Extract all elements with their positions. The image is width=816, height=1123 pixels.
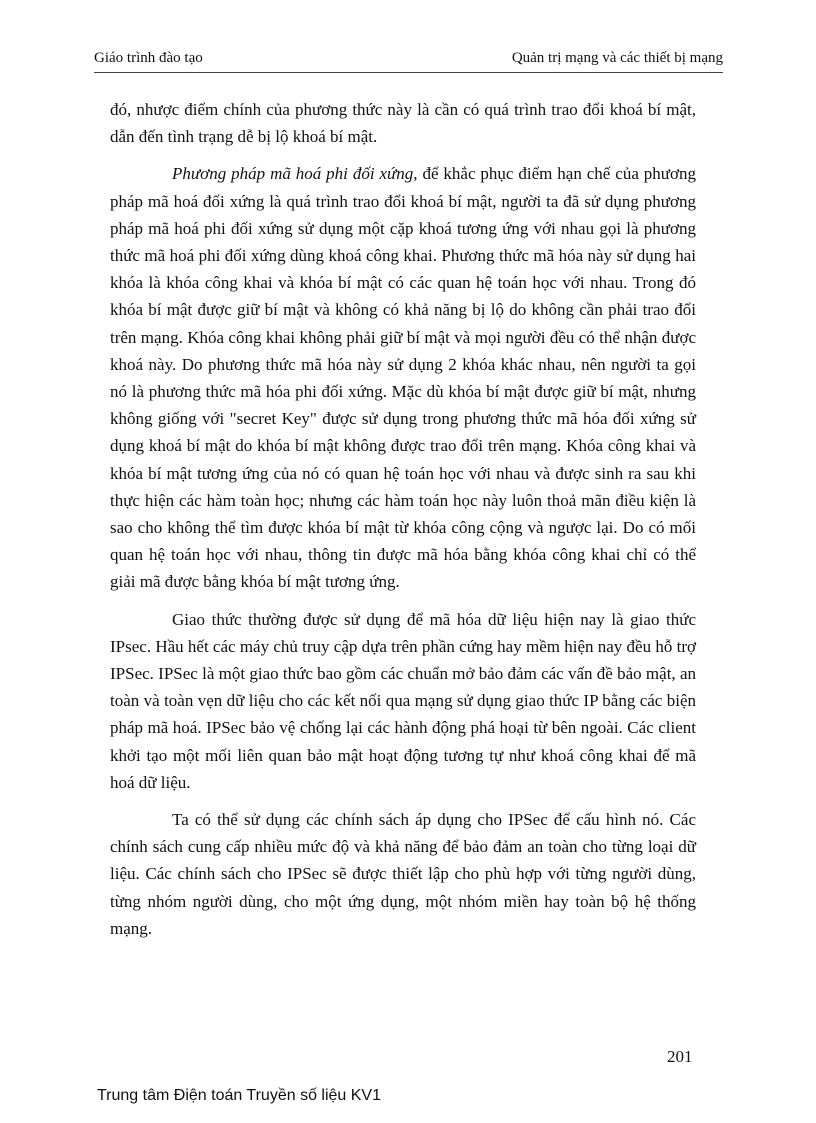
header-right-title: Quản trị mạng và các thiết bị mạng [511, 50, 723, 66]
paragraph-3: Giao thức thường được sử dụng để mã hóa dữ liệu hiện nay là giao thức IPsec. Hầu hết các máy chủ truy cập dựa trên phần cứng hay mềm hiện nay đều hỗ trợ IPSec. IPSec là một giao thức bao gồm các chuẩn mở bảo đảm các vấn đề bảo mật, an toàn và toàn vẹn dữ liệu cho các kết nối qua mạng sử dụng giao thức IP bằng các biện pháp mã hoá. IPSec bảo vệ chống lại các hành động phá hoại từ bên ngoài. Các client khởi tạo một mối liên quan bảo mật hoạt động tương tự như khoá công khai để mã hoá dữ liệu. [110, 609, 696, 792]
body-text [110, 96, 696, 952]
header-divider [94, 72, 723, 73]
page-number: 201 [667, 1047, 693, 1066]
paragraph-2-text: để khắc phục điểm hạn chế của phương pháp mã hoá đối xứng là quá trình trao đổi khoá bí mật, người ta đã sử dụng phương pháp mã hoá phi đối xứng sử dụng một cặp khoá tương ứng với nhau gọi là phương thức mã hoá phi đối xứng dùng khoá công khai. Phương thức mã hóa này sử dụng hai khóa là khóa công khai và khóa bí mật có các quan hệ toán học với nhau. Trong đó khóa bí mật được giữ bí mật và không có khả năng bị lộ do không cần phải trao đổi trên mạng. Khóa công khai không phải giữ bí mật và mọi người đều có thể nhận được khoá này. Do phương thức mã hóa này sử dụng 2 khóa khác nhau, nên người ta gọi nó là phương thức mã hóa phi đối xứng. Mặc dù khóa bí mật được giữ bí mật, nhưng không giống với "secret Key" được sử dụng trong phương thức mã hóa đối xứng sử dụng khoá bí mật do khóa bí mật không được trao đổi trên mạng. Khóa công khai và khóa bí mật tương ứng của nó có quan hệ toán học với nhau và được sinh ra sau khi thực hiện các hàm toàn học; nhưng các hàm toán học này luôn thoả mãn điều kiện là sao cho không thể tìm được khóa bí mật từ khóa công cộng và ngược lại. Do có mối quan hệ toán học với nhau, thông tin được mã hóa bằng khóa công khai chỉ có thể giải mã được bằng khóa bí mật tương ứng. [110, 164, 696, 592]
footer-organization: Trung tâm Điện toán Truyền số liệu KV1 [97, 1087, 381, 1104]
paragraph-4: Ta có thể sử dụng các chính sách áp dụng cho IPSec để cấu hình nó. Các chính sách cung cấp nhiều mức độ và khả năng để bảo đảm an toàn cho từng loại dữ liệu. Các chính sách cho IPSec sẽ được thiết lập cho phù hợp với từng người dùng, từng nhóm người dùng, cho một ứng dụng, một nhóm miền hay toàn bộ hệ thống mạng. [110, 810, 696, 938]
header-left-title: Giáo trình đào tạo [94, 50, 203, 66]
paragraph-2-emphasis: Phương pháp mã hoá phi đối xứng, [172, 164, 418, 184]
paragraph-2 [110, 160, 696, 595]
paragraph-1: đó, nhược điểm chính của phương thức này là cần có quá trình trao đổi khoá bí mật, dẫn đến tình trạng dễ bị lộ khoá bí mật. [110, 100, 696, 147]
